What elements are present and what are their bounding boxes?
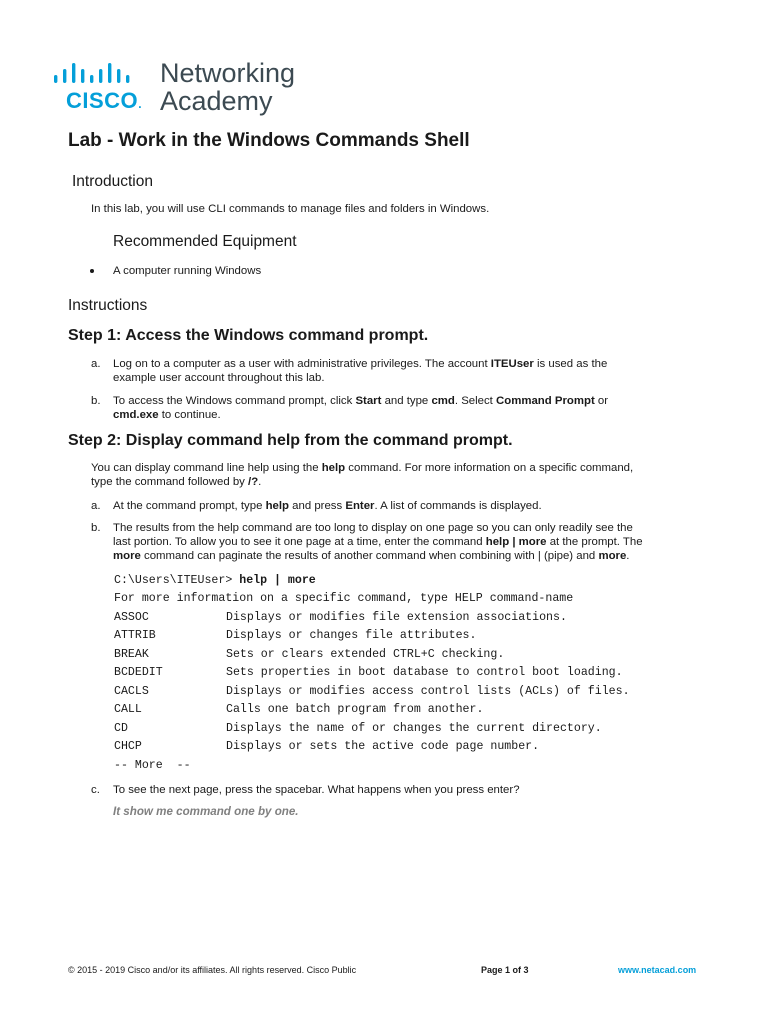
introduction-text: In this lab, you will use CLI commands to manage files and folders in Windows. <box>91 203 490 215</box>
student-answer: It show me command one by one. <box>113 805 299 818</box>
step2-a-marker: a. <box>91 500 101 512</box>
footer-page-number: Page 1 of 3 <box>481 965 529 975</box>
step1-b-marker: b. <box>91 395 101 407</box>
step1-a-text: Log on to a computer as a user with administrative privileges. The account ITEUser is used as the example user account throughout this lab. <box>113 358 608 384</box>
footer-copyright: © 2015 - 2019 Cisco and/or its affiliates. All rights reserved. Cisco Public <box>68 965 357 975</box>
instructions-heading: Instructions <box>68 297 148 314</box>
cisco-wordmark: CISCO. <box>66 88 143 113</box>
step2-a-text: At the command prompt, type help and press Enter. A list of commands is displayed. <box>113 500 542 512</box>
step2-c-text: To see the next page, press the spacebar. What happens when you press enter? <box>113 784 520 796</box>
command-output: C:\Users\ITEUser> help | more For more information on a specific command, type HELP command-name ASSOC Displays or modifies file extension associations. ATTRIB Displays or changes file attributes. BREAK Sets or clears extended CTRL+C checking. BCDEDIT Sets properties in boot database to control boot loading. CACLS Displays or modifies access control lists (ACLs) of files. CALL Calls one batch program from another. CD Displays the name of or changes the current directory. CHCP Displays or sets the active code page number. -- More -- <box>114 574 630 772</box>
footer-netacad-link[interactable]: www.netacad.com <box>618 965 697 975</box>
page-title: Lab - Work in the Windows Commands Shell <box>68 130 470 151</box>
code-prompt-line: C:\Users\ITEUser> help | more <box>114 574 316 587</box>
logo-academy: Academy <box>160 86 273 116</box>
cisco-networking-academy-logo <box>52 56 312 118</box>
code-info-line: For more information on a specific command, type HELP command-name <box>114 592 574 605</box>
step2-intro-text: You can display command line help using the help command. For more information on a specific command, type the command followed by /?. <box>91 462 634 488</box>
equipment-heading: Recommended Equipment <box>113 233 297 250</box>
step2-b-text: The results from the help command are too long to display on one page so you can only readily see the last portion. To allow you to see it one page at a time, enter the command help | more at the prompt. The more command can paginate the results of another command when combining with | (pipe) and more. <box>113 522 643 562</box>
step2-b-marker: b. <box>91 522 101 534</box>
code-more-line: -- More -- <box>114 759 191 772</box>
step1-a-marker: a. <box>91 358 101 370</box>
bullet-icon <box>90 269 94 273</box>
cisco-bars-icon <box>52 62 148 88</box>
step1-b-text: To access the Windows command prompt, click Start and type cmd. Select Command Prompt or cmd.exe to continue. <box>113 395 609 421</box>
step2-c-marker: c. <box>91 784 100 796</box>
step1-heading: Step 1: Access the Windows command prompt. <box>68 327 429 344</box>
introduction-heading: Introduction <box>72 173 153 190</box>
equipment-item: A computer running Windows <box>113 265 262 277</box>
step2-heading: Step 2: Display command help from the command prompt. <box>68 432 513 449</box>
logo-networking: Networking <box>160 58 296 88</box>
